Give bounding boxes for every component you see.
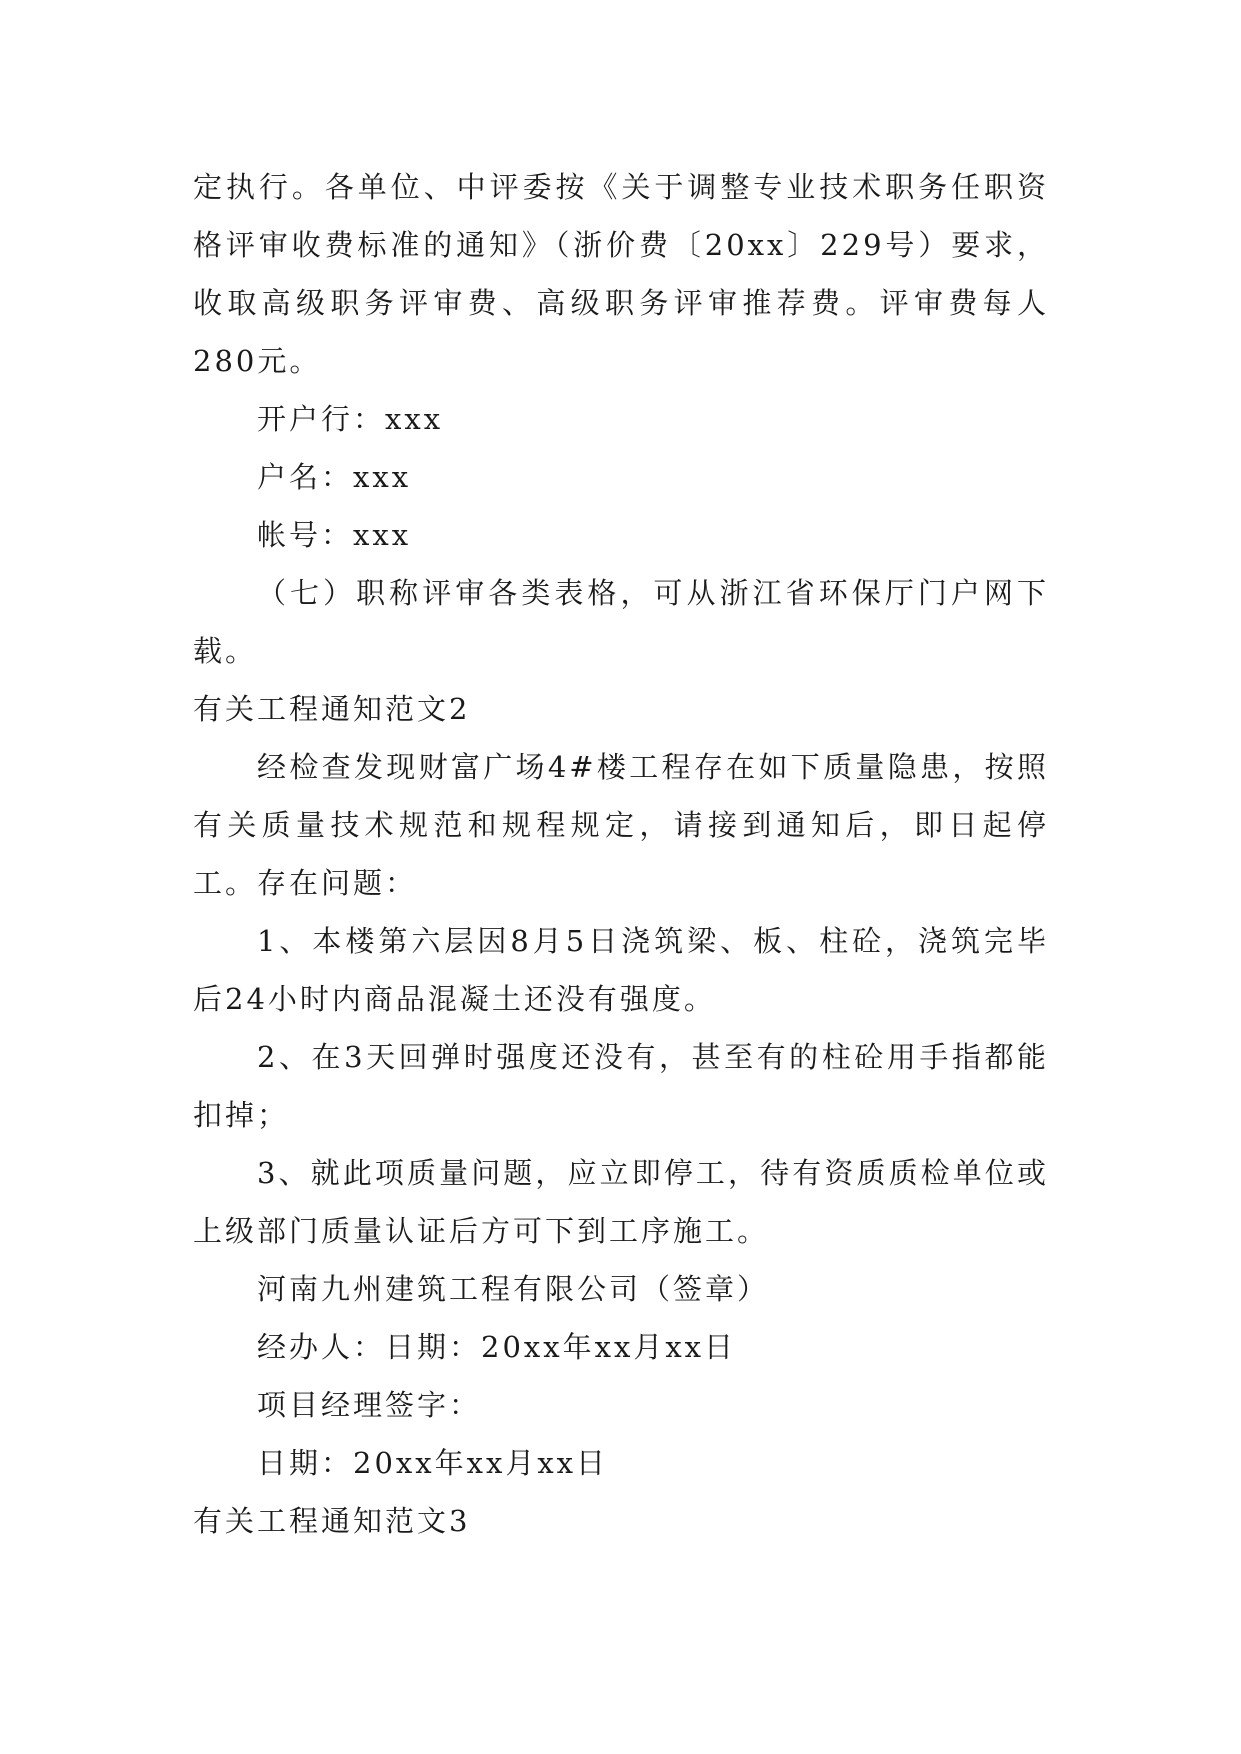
paragraph-account-name: 户名：xxx [257, 460, 412, 494]
document-body [193, 158, 1049, 1550]
paragraph-date: 日期：20xx年xx月xx日 [257, 1446, 609, 1480]
paragraph-inspection-notice: 经检查发现财富广场4#楼工程存在如下质量隐患，按照有关质量技术规范和规程规定，请接到通知后，即日起停工。存在问题： [193, 750, 1049, 900]
paragraph-handler-date: 经办人：日期：20xx年xx月xx日 [257, 1330, 737, 1364]
paragraph-issue-2: 2、在3天回弹时强度还没有，甚至有的柱砼用手指都能扣掉； [193, 1040, 1049, 1132]
section-heading-3: 有关工程通知范文3 [193, 1504, 471, 1538]
paragraph-fee-standard: 定执行。各单位、中评委按《关于调整专业技术职务任职资格评审收费标准的通知》（浙价费〔20xx〕229号）要求，收取高级职务评审费、高级职务评审推荐费。评审费每人280元。 [193, 170, 1049, 378]
paragraph-manager-signature: 项目经理签字： [257, 1388, 482, 1422]
paragraph-issue-3: 3、就此项质量问题，应立即停工，待有资质质检单位或上级部门质量认证后方可下到工序施工。 [193, 1156, 1049, 1248]
paragraph-forms-download: （七）职称评审各类表格，可从浙江省环保厅门户网下载。 [193, 576, 1049, 668]
paragraph-company-signature: 河南九州建筑工程有限公司（签章） [257, 1272, 770, 1306]
paragraph-issue-1: 1、本楼第六层因8月5日浇筑梁、板、柱砼，浇筑完毕后24小时内商品混凝土还没有强度。 [193, 924, 1049, 1016]
paragraph-account-number: 帐号：xxx [257, 518, 412, 552]
paragraph-bank: 开户行：xxx [257, 402, 444, 436]
section-heading-2: 有关工程通知范文2 [193, 692, 471, 726]
